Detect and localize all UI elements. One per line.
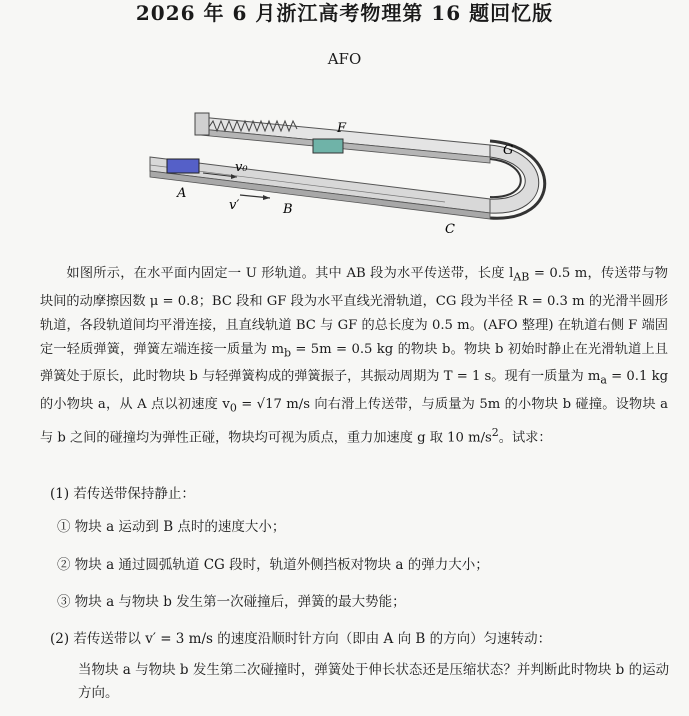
question-1-1: ① 物块 a 运动到 B 点时的速度大小； xyxy=(57,519,286,535)
block-a xyxy=(167,159,199,173)
para-sup-2: 2 xyxy=(491,425,499,439)
question-2: (2) 若传送带以 v′ = 3 m/s 的速度沿顺时针方向（即由 A 向 B 的方向）匀速转动： xyxy=(50,631,552,647)
question-1-3: ③ 物块 a 与物块 b 发生第一次碰撞后，弹簧的最大势能； xyxy=(57,594,406,610)
question-1-2: ② 物块 a 通过圆弧轨道 CG 段时，轨道外侧挡板对物块 a 的弹力大小； xyxy=(57,557,489,573)
label-a: A xyxy=(177,186,187,201)
label-v0: v₀ xyxy=(235,160,248,175)
label-f: F xyxy=(337,121,347,136)
label-v-prime: v′ xyxy=(229,198,240,213)
para-text-2: = 0.5 m，传送带与物块间的动摩擦因数 μ = 0.8；BC 段和 GF 段为水平直线光滑轨道，CG 段为半径 R = 0.3 m 的光滑半圆形轨道，各段轨道间均平滑连接，且直线轨道 BC 与 GF 的总长度为 0.5 m。(AFO 整理) 在轨道右侧 F 端固定一轻质弹簧，弹簧左端连接一质量为 m xyxy=(40,266,668,357)
para-text-1: 如图所示，在水平面内固定一 U 形轨道。其中 AB 段为水平传送带，长度 l xyxy=(66,266,514,281)
para-sub-b: b xyxy=(283,346,291,360)
para-sub-ab: AB xyxy=(513,270,530,284)
track-abc-top xyxy=(150,157,490,213)
u-track-figure xyxy=(145,105,565,245)
para-text-6: 。试求： xyxy=(498,429,552,445)
page-title: 2026 年 6 月浙江高考物理第 16 题回忆版 xyxy=(135,1,554,25)
subtitle: AFO xyxy=(327,50,362,68)
label-g: G xyxy=(503,143,514,158)
para-sub-a: a xyxy=(600,373,607,387)
label-c: C xyxy=(445,222,455,237)
problem-paragraph xyxy=(40,262,668,450)
para-text-4: = 0.1 kg 的小物块 a，从 A 点以初速度 v xyxy=(40,369,669,412)
para-sub-0: 0 xyxy=(229,401,237,415)
question-2-detail: 当物块 a 与物块 b 发生第二次碰撞时，弹簧处于伸长状态还是压缩状态？并判断此时物块 b 的运动方向。 xyxy=(78,662,670,701)
label-b: B xyxy=(283,202,293,217)
para-text-5: = √17 m/s 向右滑上传送带，与质量为 5m 的小物块 b 碰撞。设物块 a 与 b 之间的碰撞均为弹性正碰，物块均可视为质点，重力加速度 g 取 10 m/s xyxy=(40,396,668,445)
question-1: (1) 若传送带保持静止： xyxy=(50,486,195,502)
block-b xyxy=(313,139,343,153)
para-text-3: = 5m = 0.5 kg 的物块 b。物块 b 初始时静止在光滑轨道上且弹簧处于原长，此时物块 b 与轻弹簧构成的弹簧振子，其振动周期为 T = 1 s。现有一质量为 m xyxy=(40,341,668,385)
spring-wall xyxy=(195,113,209,135)
